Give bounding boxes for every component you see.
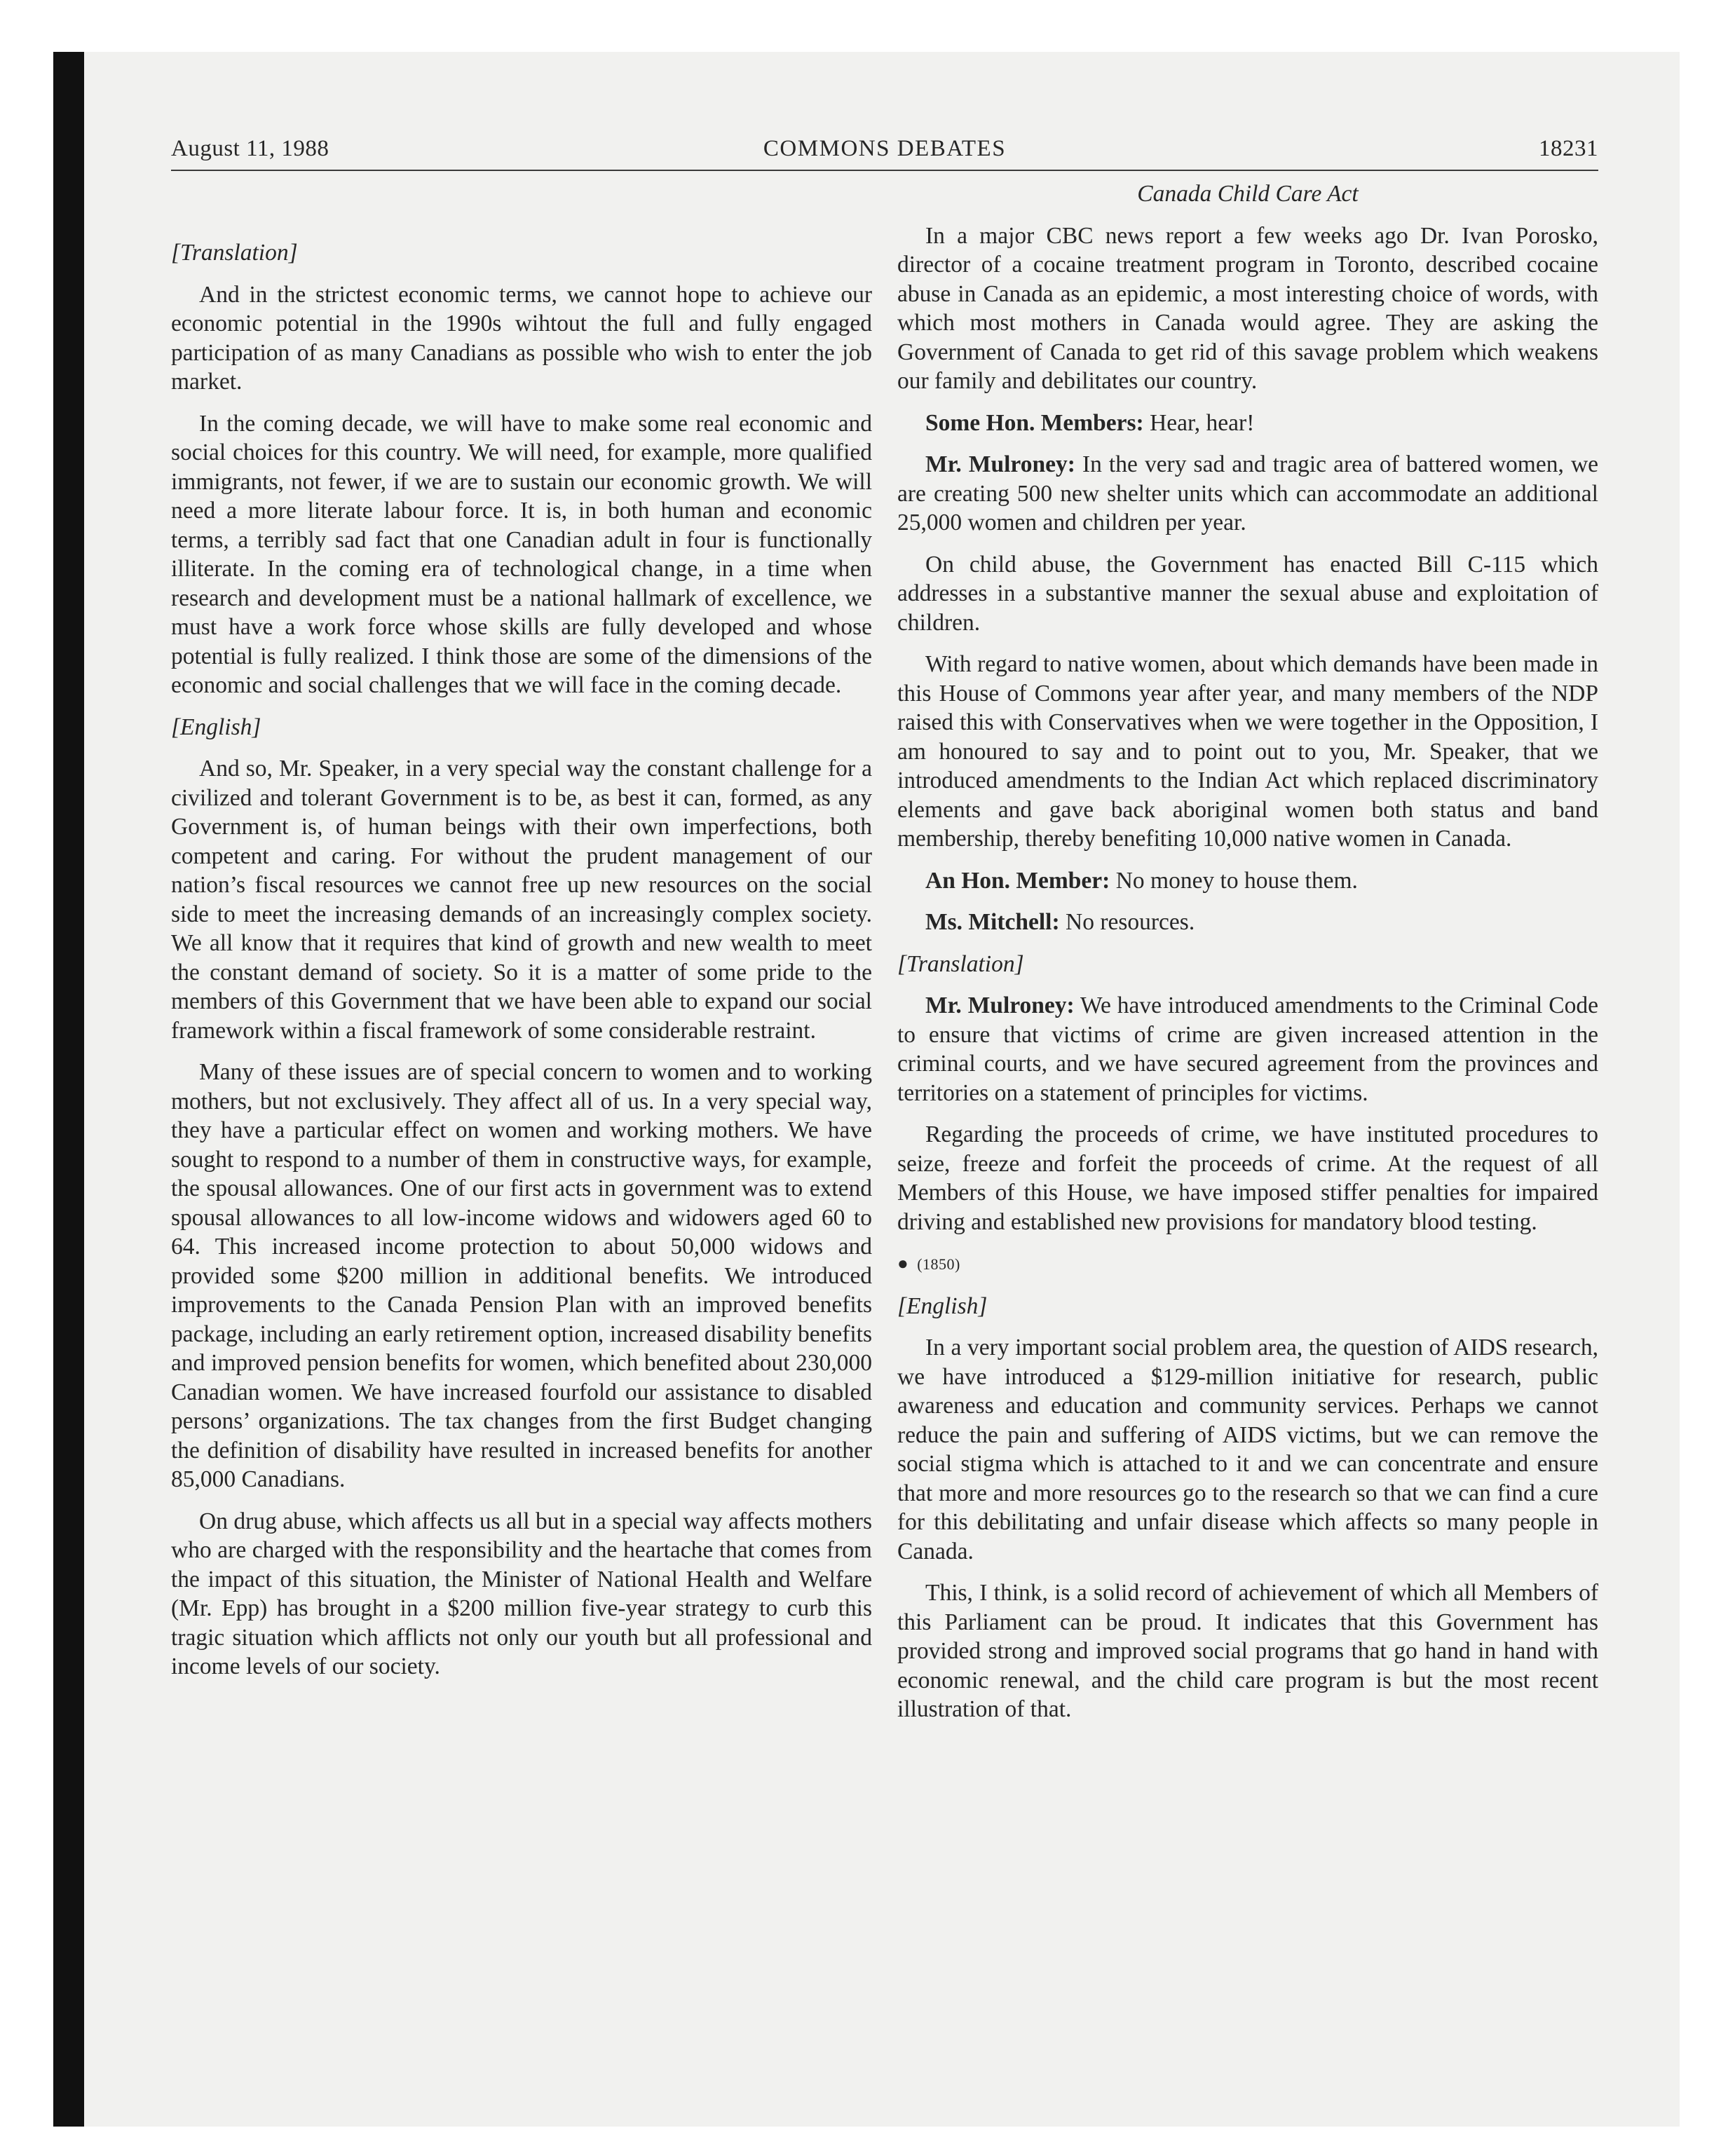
paragraph: On child abuse, the Government has enacted Bill C-115 which addresses in a substantive manner the sexual abuse and exploitation of children. xyxy=(897,551,1598,636)
paragraph: And in the strictest economic terms, we cannot hope to achieve our economic potential in the 1990s wihtout the full and fully engaged participation of as many Canadians as possible who wish to enter the job market. xyxy=(171,281,872,395)
paragraph: Regarding the proceeds of crime, we have instituted procedures to seize, freeze and forfeit the proceeds of crime. At the request of all Members of this House, we have imposed stiffer penalties for impaired driving and established new provisions for mandatory blood testing. xyxy=(897,1121,1598,1235)
speaker-name: An Hon. Member: xyxy=(925,867,1110,894)
paragraph: And so, Mr. Speaker, in a very special way the constant challenge for a civilized and tolerant Government is to be, as best it can, formed, as any Government is, of human beings with their own imperfections, both competent and caring. For without the prudent management of our nation’s fiscal resources we cannot free up new resources on the social side to meet the increasing demands of an increasingly complex society. We all know that it requires that kind of growth and new wealth to meet the constant demand of society. So it is a matter of some pride to the members of this Government that we have been able to expand our social framework within a fiscal framework of some considerable restraint. xyxy=(171,756,872,1044)
header-date: August 11, 1988 xyxy=(171,136,329,161)
language-marker: [Translation] xyxy=(171,240,298,266)
speaker-name: Ms. Mitchell: xyxy=(925,909,1060,935)
time-marker xyxy=(897,1249,1598,1279)
header-page-number: 18231 xyxy=(1539,136,1598,161)
speech-text: In the very sad and tragic area of battered women, we are creating 500 new shelter units which can accommodate an additional 25,000 women and children per year. xyxy=(897,451,1599,535)
left-column xyxy=(171,238,872,1694)
bullet-icon: ● xyxy=(897,1253,909,1274)
speech-text: Hear, hear! xyxy=(1143,409,1255,436)
paragraph: On drug abuse, which affects us all but in a special way affects mothers who are charged with the responsibility and the heartache that comes from the impact of this situation, the Minister of National Health and Welfare (Mr. Epp) has brought in a $200 million five-year strategy to curb this tragic situation which afflicts not only our youth but all professional and income levels of our society. xyxy=(171,1508,872,1679)
language-marker: [English] xyxy=(897,1292,988,1319)
scan-binding-edge xyxy=(53,52,84,2127)
speaker-name: Mr. Mulroney: xyxy=(925,451,1075,477)
paragraph: In the coming decade, we will have to make some real economic and social choices for this country. We will need, for example, more qualified immigrants, not fewer, if we are to sustain our economic growth. We will need a more literate labour force. It is, in both human and economic terms, a terribly sad fact that one Canadian adult in four is functionally illiterate. In the coming era of technological change, in a time when research and development must be a national hallmark of excellence, we must have a work force whose skills are fully developed and whose potential is fully realized. I think those are some of the dimensions of the economic and social challenges that we will face in the coming decade. xyxy=(171,410,872,698)
speech-text: No resources. xyxy=(1059,909,1195,935)
speech-entry xyxy=(897,409,1598,438)
header-publication-title: COMMONS DEBATES xyxy=(763,136,1007,161)
speaker-name: Mr. Mulroney: xyxy=(925,992,1075,1018)
speech-entry xyxy=(897,908,1598,937)
paragraph: In a major CBC news report a few weeks ago Dr. Ivan Porosko, director of a cocaine treatment program in Toronto, described cocaine abuse in Canada as an epidemic, a most interesting choice of words, with which most mothers in Canada would agree. They are asking the Government of Canada to get rid of this savage problem which weakens our family and debilitates our country. xyxy=(897,222,1598,394)
paragraph: In a very important social problem area, the question of AIDS research, we have introduced a $129-million initiative for research, public awareness and education and community services. Perhaps we cannot reduce the pain and suffering of AIDS victims, but we can remove the social stigma which is attached to it and we can concentrate and ensure that more and more resources go to the research so that we can find a cure for this debilitating and unfair disease which affects so many people in Canada. xyxy=(897,1335,1598,1564)
running-title: Canada Child Care Act xyxy=(1137,181,1359,207)
paragraph: With regard to native women, about which demands have been made in this House of Commons year after year, and many members of the NDP raised this with Conservatives when we were together in the Opposition, I am honoured to say and to point out to you, Mr. Speaker, that we introduced amendments to the Indian Act which replaced discriminatory elements and gave back aboriginal women both status and band membership, thereby benefiting 10,000 native women in Canada. xyxy=(897,651,1598,852)
language-marker: [English] xyxy=(171,714,261,740)
document-page xyxy=(171,133,1598,1928)
paragraph: Many of these issues are of special concern to women and to working mothers, but not exclusively. They affect all of us. In a very special way, they have a particular effect on women and working mothers. We have sought to respond to a number of them in constructive ways, for example, the spousal allowances. One of our first acts in government was to extend spousal allowances to all low-income widows and widowers aged 60 to 64. This increased income protection to about 50,000 widows and provided some $200 million in additional benefits. We introduced improvements to the Canada Pension Plan with an improved benefits package, including an early retirement option, increased disability benefits and improved pension benefits for women, which benefited about 230,000 Canadian women. We have increased fourfold our assistance to disabled persons’ organizations. The tax changes from the first Budget changing the definition of disability have resulted in increased benefits for another 85,000 Canadians. xyxy=(171,1059,872,1492)
speech-entry xyxy=(897,450,1598,538)
right-column xyxy=(897,179,1598,1737)
paragraph: This, I think, is a solid record of achievement of which all Members of this Parliament can be proud. It indicates that this Government has provided strong and improved social programs that go hand in hand with economic renewal, and the child care program is but the most recent illustration of that. xyxy=(897,1580,1598,1722)
speaker-name: Some Hon. Members: xyxy=(925,409,1144,436)
timestamp-text: (1850) xyxy=(917,1255,960,1273)
language-marker: [Translation] xyxy=(897,950,1024,977)
speech-entry xyxy=(897,866,1598,896)
speech-entry xyxy=(897,991,1598,1107)
speech-text: We have introduced amendments to the Criminal Code to ensure that victims of crime are given increased attention in the criminal courts, and we have secured agreement from the provinces and territories on a statement of principles for victims. xyxy=(897,992,1598,1106)
speech-text: No money to house them. xyxy=(1110,867,1358,894)
page-header xyxy=(171,133,1598,171)
